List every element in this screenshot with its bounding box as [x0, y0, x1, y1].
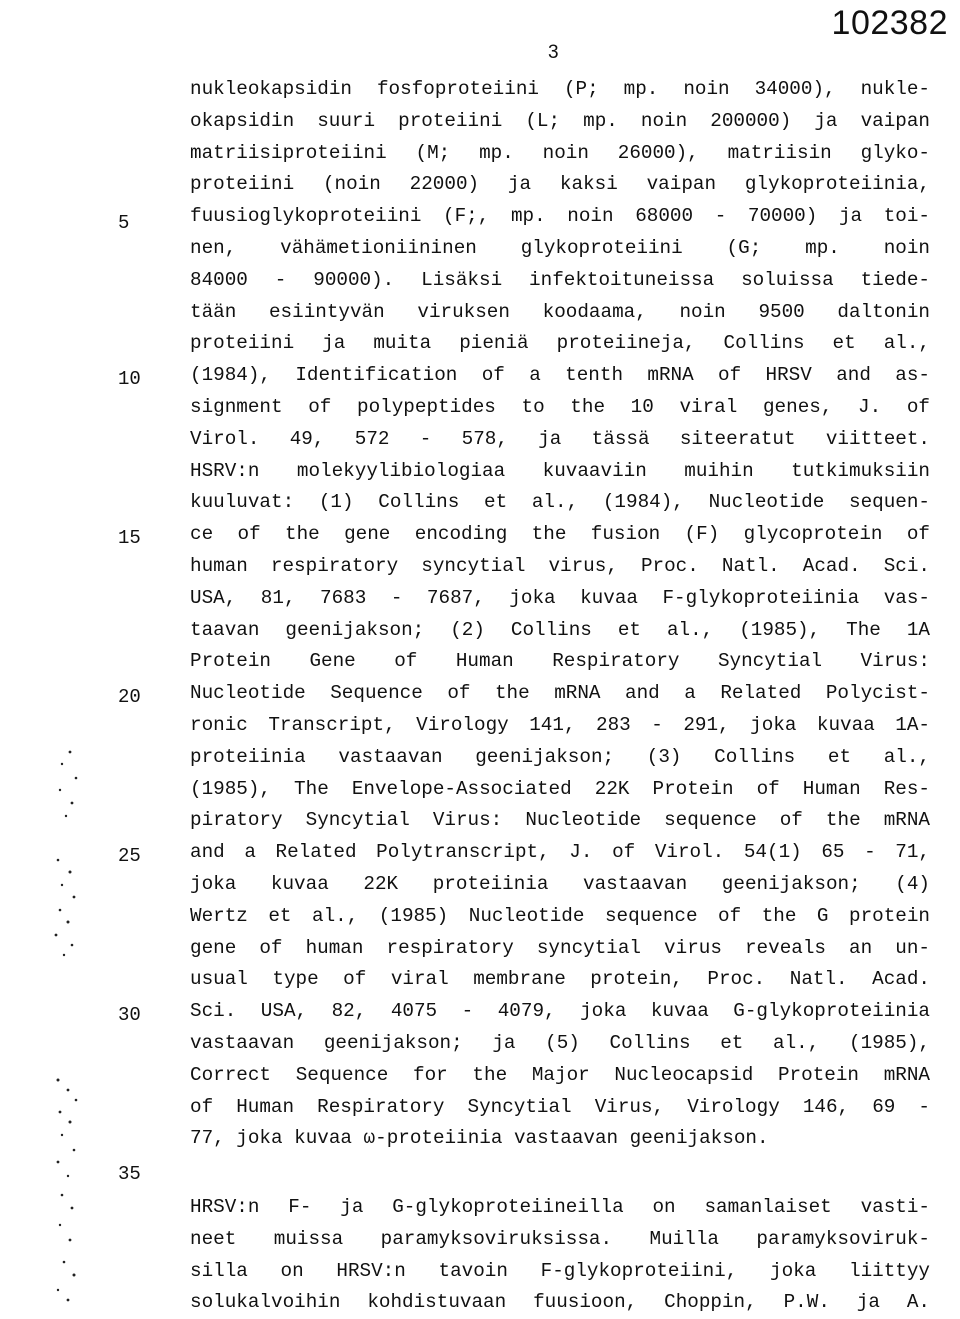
text-line: USA, 81, 7683 - 7687, joka kuvaa F-glykoproteiinia vas- [190, 586, 930, 609]
text-line: ronic Transcript, Virology 141, 283 - 291, joka kuvaa 1A- [190, 713, 930, 736]
text-line: Nucleotide Sequence of the mRNA and a Related Polycist- [190, 682, 930, 705]
text-line: of Human Respiratory Syncytial Virus, Virology 146, 69 - [190, 1095, 930, 1118]
paragraph [190, 1192, 930, 1319]
text-line: gene of human respiratory syncytial virus reveals an un- [190, 936, 930, 959]
text-line: taavan geenijakson; (2) Collins et al., (1985), The 1A [190, 618, 930, 641]
text-line: and a Related Polytranscript, J. of Virol. 54(1) 65 - 71, [190, 841, 930, 864]
page-number: 3 [548, 42, 559, 63]
text-line: piratory Syncytial Virus: Nucleotide sequence of the mRNA [190, 809, 930, 832]
text-line: Protein Gene of Human Respiratory Syncytial Virus: [190, 650, 930, 673]
text-line: joka kuvaa 22K proteiinia vastaavan geenijakson; (4) [190, 872, 930, 895]
text-line: 84000 - 90000). Lisäksi infektoituneissa soluissa tiede- [190, 268, 930, 291]
text-line: proteiini ja muita pieniä proteiineja, Collins et al., [190, 332, 930, 355]
line-number: 10 [118, 368, 141, 390]
text-line: vastaavan geenijakson; ja (5) Collins et al., (1985), [190, 1031, 930, 1054]
text-line: ce of the gene encoding the fusion (F) glycoprotein of [190, 523, 930, 546]
text-line: usual type of viral membrane protein, Proc. Natl. Acad. [190, 968, 930, 991]
text-line: nen, vähämetioniininen glykoproteiini (G; mp. noin [190, 236, 930, 259]
text-line: silla on HRSV:n tavoin F-glykoproteiini, joka liittyy [190, 1259, 930, 1282]
scan-speckle [0, 0, 130, 1316]
text-line: human respiratory syncytial virus, Proc. Natl. Acad. Sci. [190, 554, 930, 577]
text-line: Sci. USA, 82, 4075 - 4079, joka kuvaa G-glykoproteiinia [190, 1000, 930, 1023]
text-line: Wertz et al., (1985) Nucleotide sequence of the G protein [190, 904, 930, 927]
line-number: 5 [118, 212, 130, 234]
line-number: 15 [118, 527, 141, 549]
text-line: tään esiintyvän viruksen koodaama, noin 9500 daltonin [190, 300, 930, 323]
document-number: 102382 [831, 4, 948, 42]
text-line: solukalvoihin kohdistuvaan fuusioon, Choppin, P.W. ja A. [190, 1291, 930, 1314]
line-number: 25 [118, 845, 141, 867]
line-number: 20 [118, 686, 141, 708]
text-line: HRSV:n F- ja G-glykoproteiineilla on samanlaiset vasti- [190, 1196, 930, 1218]
text-line: HSRV:n molekyylibiologiaa kuvaaviin muihin tutkimuksiin [190, 459, 930, 482]
text-line: proteiini (noin 22000) ja kaksi vaipan glykoproteiinia, [190, 173, 930, 196]
paragraph [190, 74, 930, 1155]
line-number: 35 [118, 1163, 141, 1185]
text-line: Virol. 49, 572 - 578, ja tässä siteeratut viitteet. [190, 427, 930, 450]
text-line: (1985), The Envelope-Associated 22K Protein of Human Res- [190, 777, 930, 800]
text-line: Correct Sequence for the Major Nucleocapsid Protein mRNA [190, 1063, 930, 1086]
text-line: 77, joka kuvaa ω-proteiinia vastaavan geenijakson. [190, 1127, 769, 1150]
text-line: neet muissa paramyksoviruksissa. Muilla paramyksoviruk- [190, 1227, 930, 1250]
text-line: signment of polypeptides to the 10 viral genes, J. of [190, 395, 930, 418]
line-number: 30 [118, 1004, 141, 1026]
text-line: matriisiproteiini (M; mp. noin 26000), matriisin glyko- [190, 141, 930, 164]
text-line: kuuluvat: (1) Collins et al., (1984), Nucleotide sequen- [190, 491, 930, 514]
text-line: fuusioglykoproteiini (F;, mp. noin 68000 - 70000) ja toi- [190, 205, 930, 228]
text-line: nukleokapsidin fosfoproteiini (P; mp. noin 34000), nukle- [190, 78, 930, 100]
text-line: okapsidin suuri proteiini (L; mp. noin 200000) ja vaipan [190, 109, 930, 132]
text-line: (1984), Identification of a tenth mRNA of HRSV and as- [190, 364, 930, 387]
text-line: proteiinia vastaavan geenijakson; (3) Collins et al., [190, 745, 930, 768]
